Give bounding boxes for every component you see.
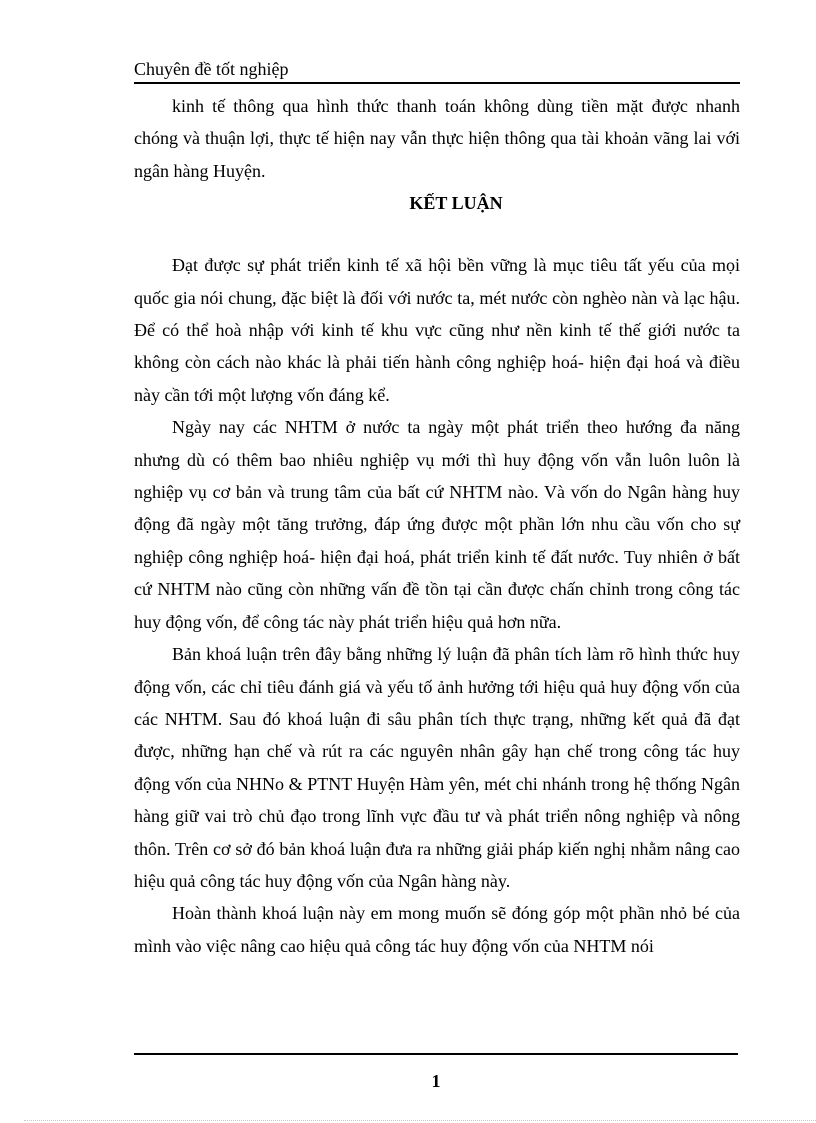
page-number: 1 bbox=[431, 1071, 441, 1091]
header-title: Chuyên đề tốt nghiệp bbox=[134, 59, 289, 79]
footer-rule bbox=[134, 1053, 738, 1055]
section-heading: KẾT LUẬN bbox=[409, 193, 503, 214]
page-header bbox=[134, 58, 740, 84]
continuation-paragraph: kinh tế thông qua hình thức thanh toán không dùng tiền mặt được nhanh chóng và thuận lợi, thực tế hiện nay vẫn thực hiện thông qua tài khoản vãng lai với ngân hàng Huyện. bbox=[134, 96, 740, 181]
body-paragraph: Hoàn thành khoá luận này em mong muốn sẽ đóng góp một phần nhỏ bé của mình vào việc nâng cao hiệu quả công tác huy động vốn của NHTM nói bbox=[134, 903, 740, 956]
page-edge-divider bbox=[24, 1120, 816, 1121]
body-paragraph: Đạt được sự phát triển kinh tế xã hội bền vững là mục tiêu tất yếu của mọi quốc gia nói chung, đặc biệt là đối với nước ta, mét nước còn nghèo nàn và lạc hậu. Để có thể hoà nhập với kinh tế khu vực cũng như nền kinh tế thế giới nước ta không còn cách nào khác là phải tiến hành công nghiệp hoá- hiện đại hoá và điều này cần tới một lượng vốn đáng kể. bbox=[134, 255, 740, 405]
document-body bbox=[134, 90, 740, 962]
body-paragraph: Ngày nay các NHTM ở nước ta ngày một phát triển theo hướng đa năng nhưng dù có thêm bao nhiêu nghiệp vụ mới thì huy động vốn vẫn luôn luôn là nghiệp vụ cơ bản và trung tâm của bất cứ NHTM nào. Và vốn do Ngân hàng huy động đã ngày một tăng trưởng, đáp ứng được một phần lớn nhu cầu vốn cho sự nghiệp công nghiệp hoá- hiện đại hoá, phát triển kinh tế đất nước. Tuy nhiên ở bất cứ NHTM nào cũng còn những vấn đề tồn tại cần được chấn chỉnh trong công tác huy động vốn, để công tác này phát triển hiệu quả hơn nữa. bbox=[134, 417, 740, 632]
body-paragraph: Bản khoá luận trên đây bằng những lý luận đã phân tích làm rõ hình thức huy động vốn, các chỉ tiêu đánh giá và yếu tố ảnh hưởng tới hiệu quả huy động vốn của các NHTM. Sau đó khoá luận đi sâu phân tích thực trạng, những kết quả đã đạt được, những hạn chế và rút ra các nguyên nhân gây hạn chế trong công tác huy động vốn của NHNo & PTNT Huyện Hàm yên, mét chi nhánh trong hệ thống Ngân hàng giữ vai trò chủ đạo trong lĩnh vực đầu tư và phát triển nông nghiệp và nông thôn. Trên cơ sở đó bản khoá luận đưa ra những giải pháp kiến nghị nhằm nâng cao hiệu quả công tác huy động vốn của Ngân hàng này. bbox=[134, 644, 740, 891]
